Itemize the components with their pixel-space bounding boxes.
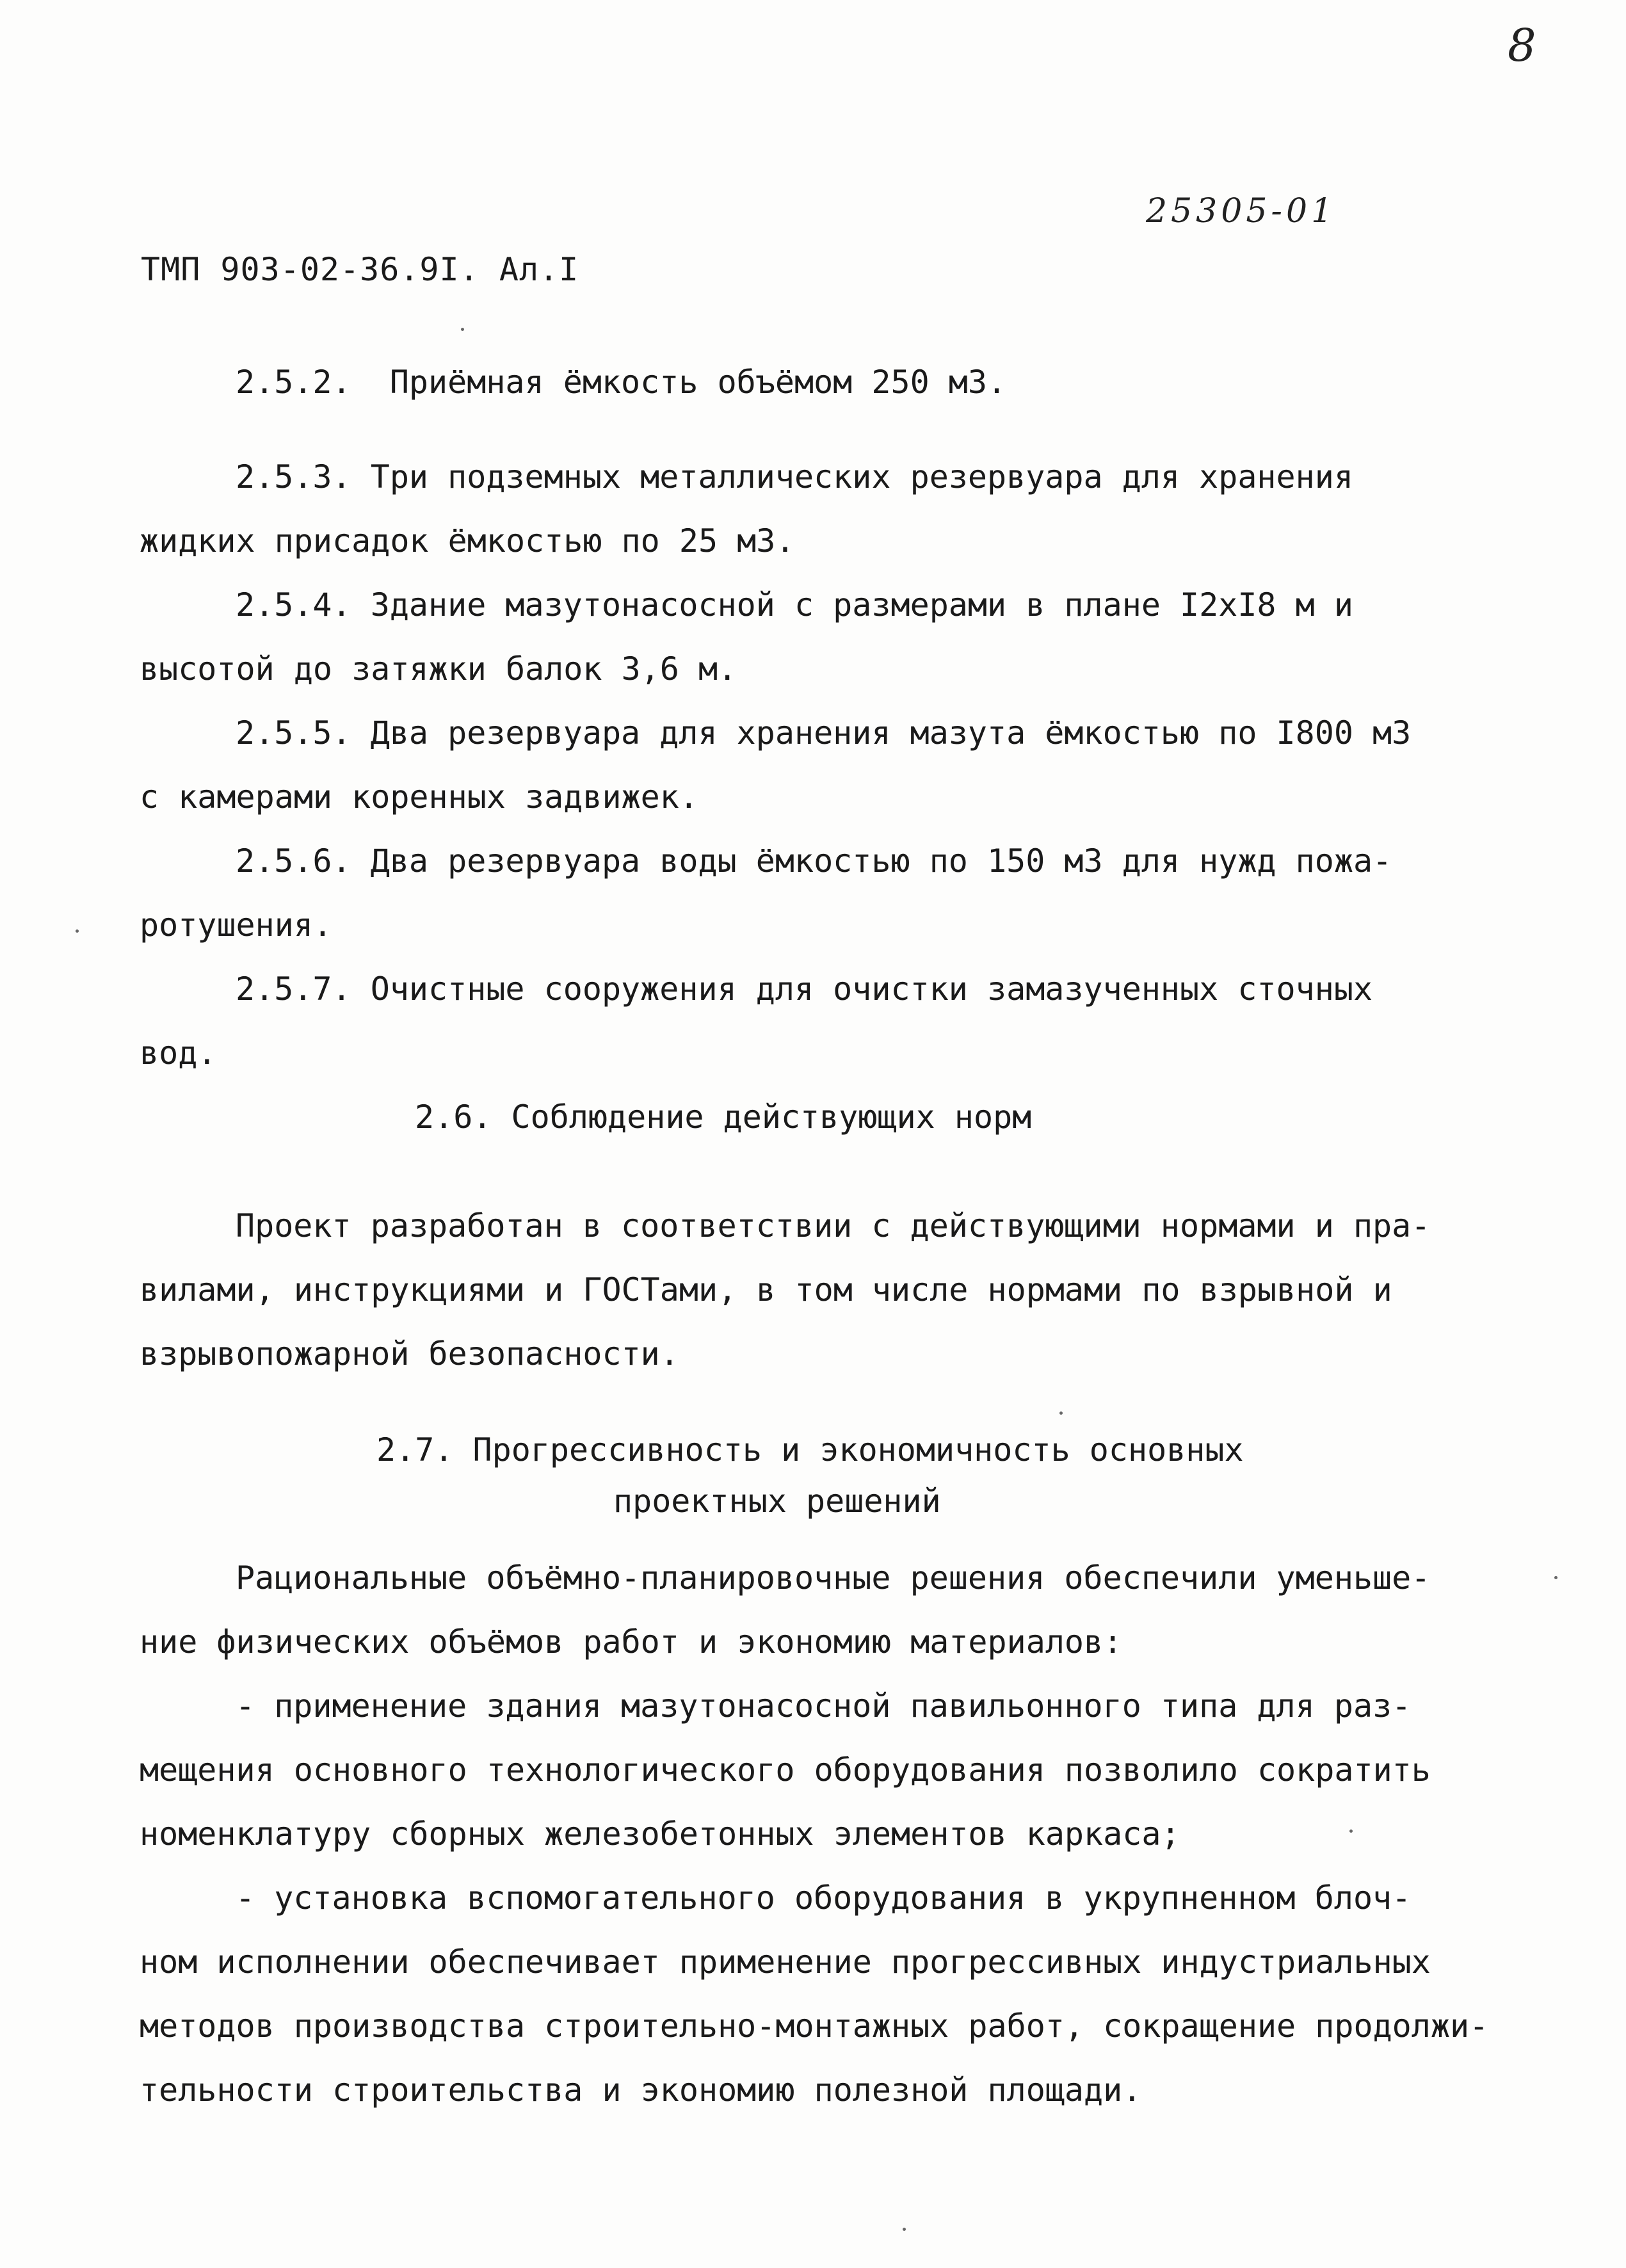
handwritten-code: 25305-01 xyxy=(1146,192,1337,230)
section-2-7-p3-line2: ном исполнении обеспечивает применение прогрессивных индустриальных xyxy=(140,1943,1431,1981)
section-2-7-p2-line2: мещения основного технологического оборудования позволило сократить xyxy=(140,1751,1431,1789)
item-2-5-7-line1: 2.5.7. Очистные сооружения для очистки замазученных сточных xyxy=(236,970,1373,1008)
section-2-6-line2: вилами, инструкциями и ГОСТами, в том числе нормами по взрывной и xyxy=(140,1271,1392,1308)
section-2-7-p1-line2: ние физических объёмов работ и экономию материалов: xyxy=(140,1623,1123,1661)
section-2-7-p2-line3: номенклатуру сборных железобетонных элементов каркаса; xyxy=(140,1815,1180,1853)
section-2-6-line3: взрывопожарной безопасности. xyxy=(140,1335,679,1372)
item-2-5-4-line2: высотой до затяжки балок 3,6 м. xyxy=(140,650,737,688)
item-2-5-4-line1: 2.5.4. Здание мазутонасосной с размерами в плане I2xI8 м и xyxy=(236,586,1353,623)
scan-speck xyxy=(461,328,464,331)
scan-speck xyxy=(1349,1830,1353,1833)
item-2-5-5-line2: с камерами коренных задвижек. xyxy=(140,778,698,816)
section-2-7-p2-line1: - применение здания мазутонасосной павильонного типа для раз- xyxy=(236,1687,1412,1725)
scan-speck xyxy=(76,929,79,933)
item-2-5-3-line1: 2.5.3. Три подземных металлических резервуара для хранения xyxy=(236,458,1353,495)
section-2-7-p3-line3: методов производства строительно-монтажных работ, сокращение продолжи- xyxy=(140,2007,1489,2045)
section-2-7-p3-line4: тельности строительства и экономию полезной площади. xyxy=(140,2071,1142,2109)
section-2-7-p3-line1: - установка вспомогательного оборудования в укрупненном блоч- xyxy=(236,1879,1412,1917)
document-code: ТМП 903-02-36.9I. Ал.I xyxy=(141,251,579,288)
section-2-6-heading: 2.6. Соблюдение действующих норм xyxy=(415,1098,1032,1136)
item-2-5-6-line1: 2.5.6. Два резервуара воды ёмкостью по 150 м3 для нужд пожа- xyxy=(236,842,1392,880)
section-2-7-heading-line2: проектных решений xyxy=(613,1483,941,1520)
item-2-5-2: 2.5.2. Приёмная ёмкость объёмом 250 м3. xyxy=(236,364,1007,401)
item-2-5-7-line2: вод. xyxy=(140,1034,217,1072)
scan-speck xyxy=(903,2228,906,2231)
section-2-6-line1: Проект разработан в соответствии с действующими нормами и пра- xyxy=(236,1207,1431,1244)
section-2-7-p1-line1: Рациональные объёмно-планировочные решения обеспечили уменьше- xyxy=(236,1559,1431,1596)
page-number: 8 xyxy=(1508,19,1536,72)
item-2-5-3-line2: жидких присадок ёмкостью по 25 м3. xyxy=(140,522,795,559)
scan-speck xyxy=(1059,1411,1063,1415)
section-2-7-heading-line1: 2.7. Прогрессивность и экономичность основных xyxy=(376,1431,1244,1468)
scan-speck xyxy=(1554,1576,1558,1579)
item-2-5-6-line2: ротушения. xyxy=(140,906,333,944)
item-2-5-5-line1: 2.5.5. Два резервуара для хранения мазута ёмкостью по I800 м3 xyxy=(236,714,1412,752)
